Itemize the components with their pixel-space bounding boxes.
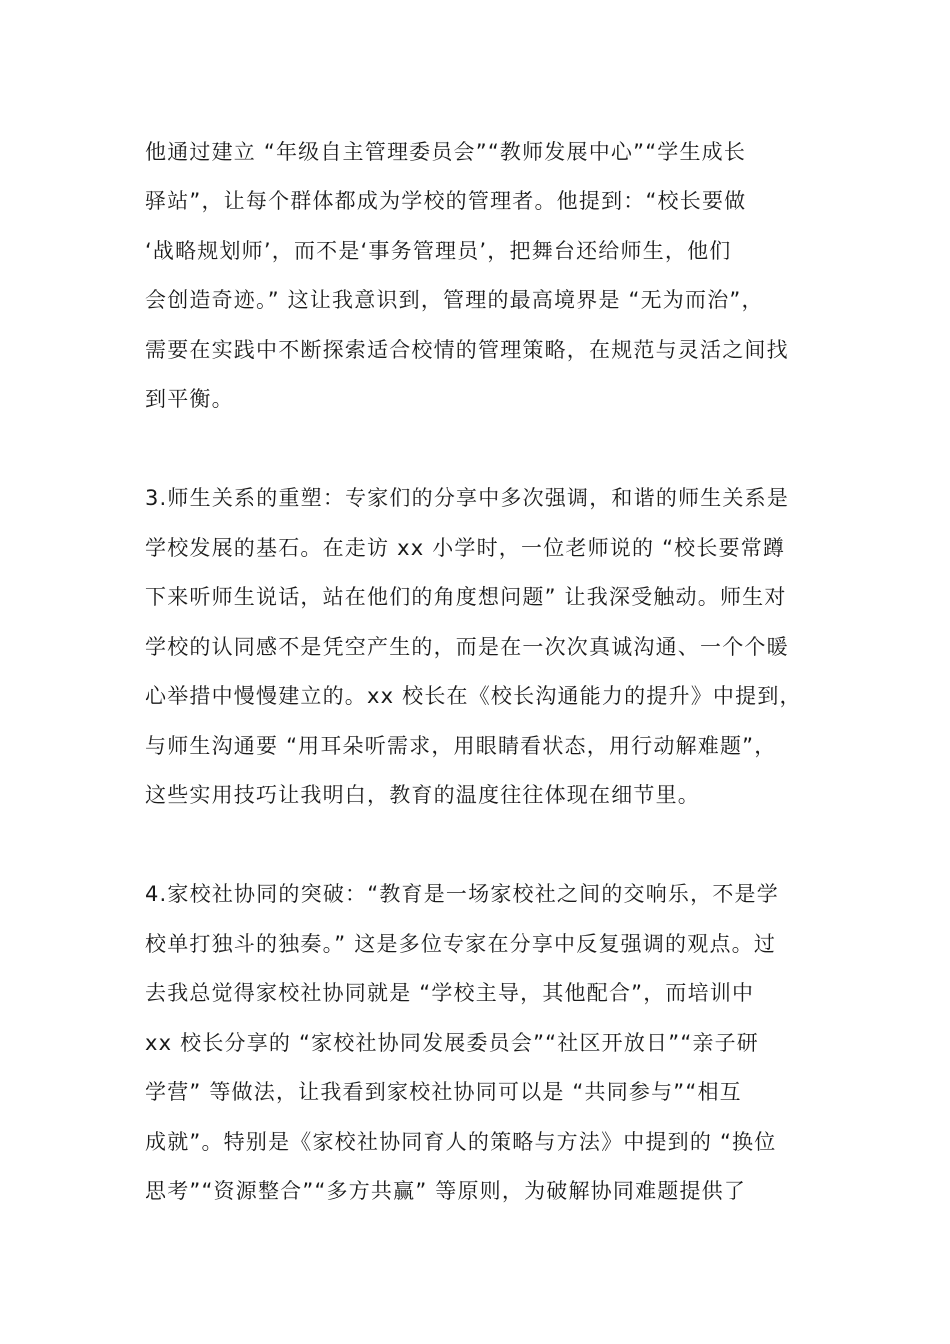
text-line: ‘战略规划师’，而不是‘事务管理员’，把舞台还给师生，他们 [145, 239, 732, 263]
text-line: 会创造奇迹。” 这让我意识到，管理的最高境界是 “无为而治”， [145, 288, 764, 312]
text-line: 驿站”，让每个群体都成为学校的管理者。他提到：“校长要做 [145, 189, 747, 213]
text-line: 需要在实践中不断探索适合校情的管理策略，在规范与灵活之间找 [145, 338, 789, 362]
text-line: 思考”“资源整合”“多方共赢” 等原则，为破解协同难题提供了 [145, 1179, 747, 1203]
text-line: 校单打独斗的独奏。” 这是多位专家在分享中反复强调的观点。过 [145, 932, 777, 956]
text-line: 学校发展的基石。在走访 xx 小学时，一位老师说的 “校长要常蹲 [145, 536, 786, 560]
text-line: 学营” 等做法，让我看到家校社协同可以是 “共同参与”“相互 [145, 1080, 742, 1104]
text-line: 这些实用技巧让我明白，教育的温度往往体现在细节里。 [145, 783, 700, 807]
text-line: 心举措中慢慢建立的。xx 校长在《校长沟通能力的提升》中提到， [145, 684, 802, 708]
text-line: 学校的认同感不是凭空产生的，而是在一次次真诚沟通、一个个暖 [145, 635, 789, 659]
text-line: 去我总觉得家校社协同就是 “学校主导，其他配合”，而培训中 [145, 981, 755, 1005]
text-line: 3.师生关系的重塑：专家们的分享中多次强调，和谐的师生关系是 [145, 486, 790, 510]
text-line: 4.家校社协同的突破：“教育是一场家校社之间的交响乐，不是学 [145, 882, 779, 906]
text-line: 到平衡。 [145, 387, 234, 411]
text-line: 他通过建立 “年级自主管理委员会”“教师发展中心”“学生成长 [145, 140, 747, 164]
text-line: 下来听师生说话，站在他们的角度想问题” 让我深受触动。师生对 [145, 585, 787, 609]
text-line: xx 校长分享的 “家校社协同发展委员会”“社区开放日”“亲子研 [145, 1031, 760, 1055]
text-line: 成就”。特别是《家校社协同育人的策略与方法》中提到的 “换位 [145, 1130, 777, 1154]
text-line: 与师生沟通要 “用耳朵听需求，用眼睛看状态，用行动解难题”， [145, 734, 777, 758]
